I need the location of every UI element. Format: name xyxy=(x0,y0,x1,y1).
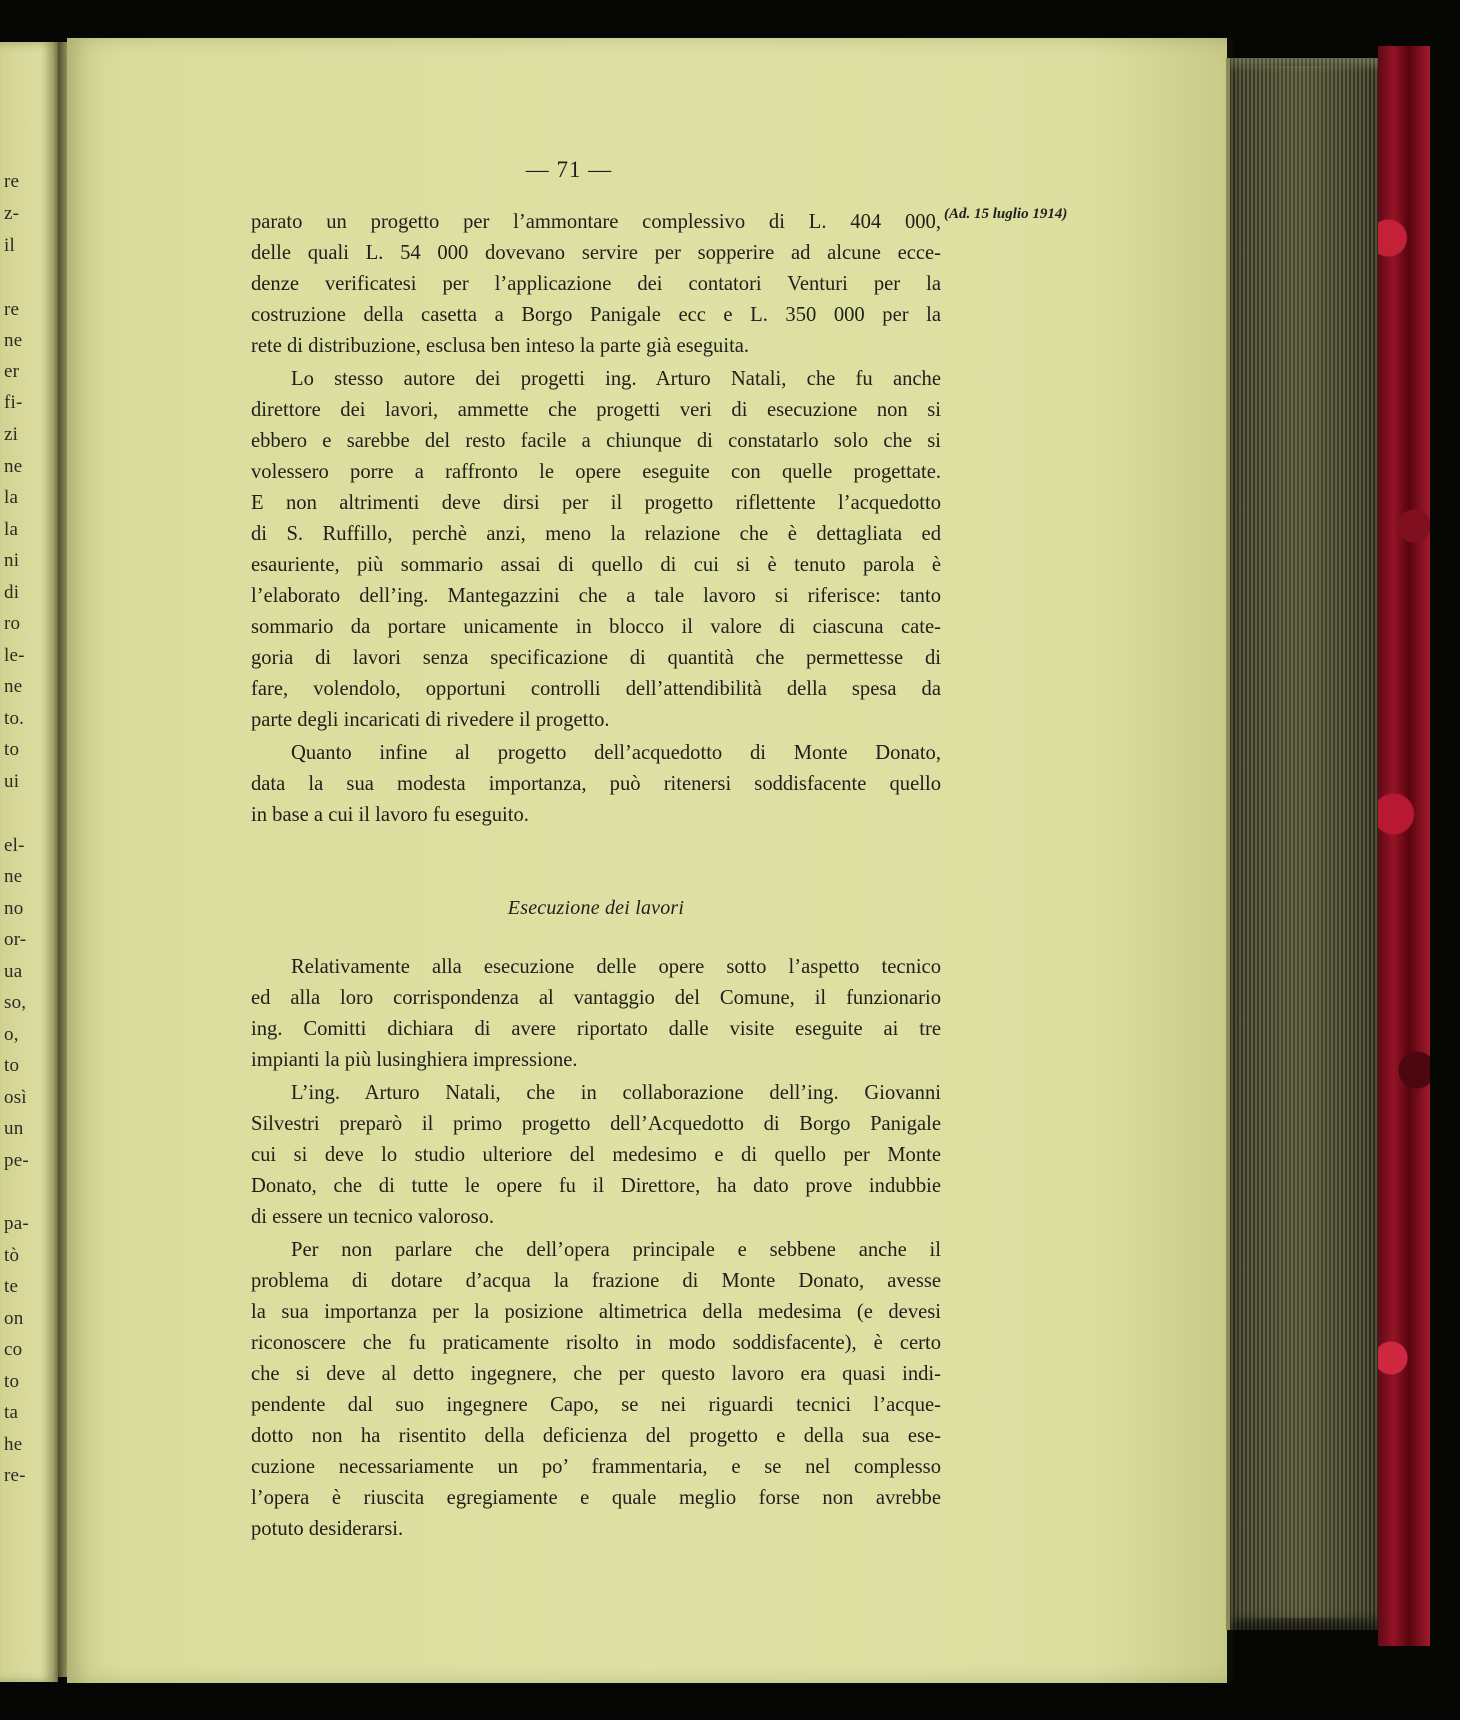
text-line: costruzione della casetta a Borgo Panigale ecc e L. 350 000 per la xyxy=(251,304,941,326)
page-edges-highlight xyxy=(1236,66,1368,1618)
text-line: impianti la più lusinghiera impressione. xyxy=(251,1049,578,1071)
text-line: ing. Comitti dichiara di avere riportato dalle visite eseguite ai tre xyxy=(251,1018,941,1040)
left-page-fragment: ne xyxy=(4,457,23,476)
left-page-fragment: la xyxy=(4,488,19,507)
left-page-fragment: re xyxy=(4,300,20,319)
left-page-fragment: el- xyxy=(4,836,25,855)
left-page-fragment: ui xyxy=(4,772,20,791)
text-line: goria di lavori senza specificazione di quantità che permettesse di xyxy=(251,647,941,669)
text-line: rete di distribuzione, esclusa ben inteso la parte già eseguita. xyxy=(251,335,750,357)
left-page-fragment: ne xyxy=(4,331,23,350)
left-page-fragment: di xyxy=(4,583,20,602)
text-line: l’elaborato dell’ing. Mantegazzini che a tale lavoro si riferisce: tanto xyxy=(251,585,941,607)
red-book-cover xyxy=(1378,46,1430,1646)
text-line: cui si deve lo studio ulteriore del medesimo e di quello per Monte xyxy=(251,1144,941,1166)
left-page-fragment: ta xyxy=(4,1403,19,1422)
text-line: ebbero e sarebbe del resto facile a chiunque di constatarlo solo che si xyxy=(251,430,941,452)
text-line: pendente dal suo ingegnere Capo, se nei riguardi tecnici l’acque- xyxy=(251,1394,941,1416)
left-page-fragment: pe- xyxy=(4,1151,29,1170)
text-line: fare, volendolo, opportuni controlli dell’attendibilità della spesa da xyxy=(251,678,941,700)
text-line: parato un progetto per l’ammontare complessivo di L. 404 000, xyxy=(251,211,941,233)
left-page-fragment: ua xyxy=(4,962,23,981)
text-line: sommario da portare unicamente in blocco il valore di ciascuna cate- xyxy=(251,616,941,638)
left-page-fragment: o, xyxy=(4,1025,19,1044)
text-line: dotto non ha risentito della deficienza del progetto e della sua ese- xyxy=(251,1425,941,1447)
text-line: in base a cui il lavoro fu eseguito. xyxy=(251,804,529,826)
section-heading: Esecuzione dei lavori xyxy=(507,897,685,919)
left-page-fragment: ne xyxy=(4,677,23,696)
left-page-fragment: no xyxy=(4,899,24,918)
left-page-fragment: to xyxy=(4,1372,20,1391)
text-line: Relativamente alla esecuzione delle opere sotto l’aspetto tecnico xyxy=(291,956,941,978)
left-page-fragment: to. xyxy=(4,709,25,728)
text-line: di S. Ruffillo, perchè anzi, meno la relazione che è dettagliata ed xyxy=(251,523,941,545)
left-page-fragment: te xyxy=(4,1277,19,1296)
left-page-fragment: co xyxy=(4,1340,23,1359)
left-page-fragment: er xyxy=(4,362,20,381)
text-line: ed alla loro corrispondenza al vantaggio del Comune, il funzionario xyxy=(251,987,941,1009)
left-page-fragment: tò xyxy=(4,1246,20,1265)
left-page-fragment: to xyxy=(4,1056,20,1075)
text-line: Lo stesso autore dei progetti ing. Arturo Natali, che fu anche xyxy=(291,368,941,390)
left-page-fragment: on xyxy=(4,1309,24,1328)
text-line: L’ing. Arturo Natali, che in collaborazione dell’ing. Giovanni xyxy=(291,1082,941,1104)
left-page-fragment: zi xyxy=(4,425,19,444)
text-line: direttore dei lavori, ammette che progetti veri di esecuzione non si xyxy=(251,399,941,421)
left-page-fragment: un xyxy=(4,1119,24,1138)
left-page-fragment: re xyxy=(4,172,20,191)
text-line: esauriente, più sommario assai di quello di cui si è tenuto parola è xyxy=(251,554,941,576)
text-line: l’opera è riuscita egregiamente e quale meglio forse non avrebbe xyxy=(251,1487,941,1509)
text-line: Quanto infine al progetto dell’acquedotto di Monte Donato, xyxy=(291,742,941,764)
text-line: parte degli incaricati di rivedere il progetto. xyxy=(251,709,610,731)
left-page-fragment: to xyxy=(4,740,20,759)
text-line: di essere un tecnico valoroso. xyxy=(251,1206,495,1228)
left-page-fragment: ne xyxy=(4,867,23,886)
text-line: riconoscere che fu praticamente risolto in modo soddisfacente), è certo xyxy=(251,1332,941,1354)
text-line: data la sua modesta importanza, può ritenersi soddisfacente quello xyxy=(251,773,941,795)
left-page-fragment: z- xyxy=(4,204,20,223)
text-line: Donato, che di tutte le opere fu il Direttore, ha dato prove indubbie xyxy=(251,1175,941,1197)
text-line: cuzione necessariamente un po’ frammentaria, e se nel complesso xyxy=(251,1456,941,1478)
right-page xyxy=(67,38,1227,1683)
left-page-fragment: fi- xyxy=(4,393,23,412)
text-line: delle quali L. 54 000 dovevano servire per sopperire ad alcune ecce- xyxy=(251,242,941,264)
text-line: potuto desiderarsi. xyxy=(251,1518,404,1540)
text-line: la sua importanza per la posizione altimetrica della medesima (e devesi xyxy=(251,1301,941,1323)
left-page-fragment: he xyxy=(4,1435,23,1454)
text-line: E non altrimenti deve dirsi per il progetto riflettente l’acquedotto xyxy=(251,492,941,514)
left-page-fragment: or- xyxy=(4,930,27,949)
left-page-fragment: le- xyxy=(4,646,25,665)
left-page-fragment: so, xyxy=(4,993,27,1012)
text-line: Silvestri preparò il primo progetto dell’Acquedotto di Borgo Panigale xyxy=(251,1113,941,1135)
left-page-fragment: il xyxy=(4,236,15,255)
left-page-fragment: ro xyxy=(4,614,21,633)
text-line: che si deve al detto ingegnere, che per questo lavoro era quasi indi- xyxy=(251,1363,941,1385)
text-line: denze verificatesi per l’applicazione dei contatori Venturi per la xyxy=(251,273,941,295)
left-page-fragment: ni xyxy=(4,551,20,570)
text-line: Per non parlare che dell’opera principale e sebbene anche il xyxy=(291,1239,941,1261)
text-line: volessero porre a raffronto le opere eseguite con quelle progettate. xyxy=(251,461,941,483)
left-page-edge xyxy=(0,42,58,1682)
left-page-fragment: la xyxy=(4,520,19,539)
margin-note: (Ad. 15 luglio 1914) xyxy=(944,206,1068,222)
page-number: — 71 — xyxy=(525,157,613,182)
left-page-fragment: re- xyxy=(4,1466,26,1485)
text-line: problema di dotare d’acqua la frazione di Monte Donato, avesse xyxy=(251,1270,941,1292)
left-page-fragment: osì xyxy=(4,1088,27,1107)
left-page-fragment: pa- xyxy=(4,1214,29,1233)
